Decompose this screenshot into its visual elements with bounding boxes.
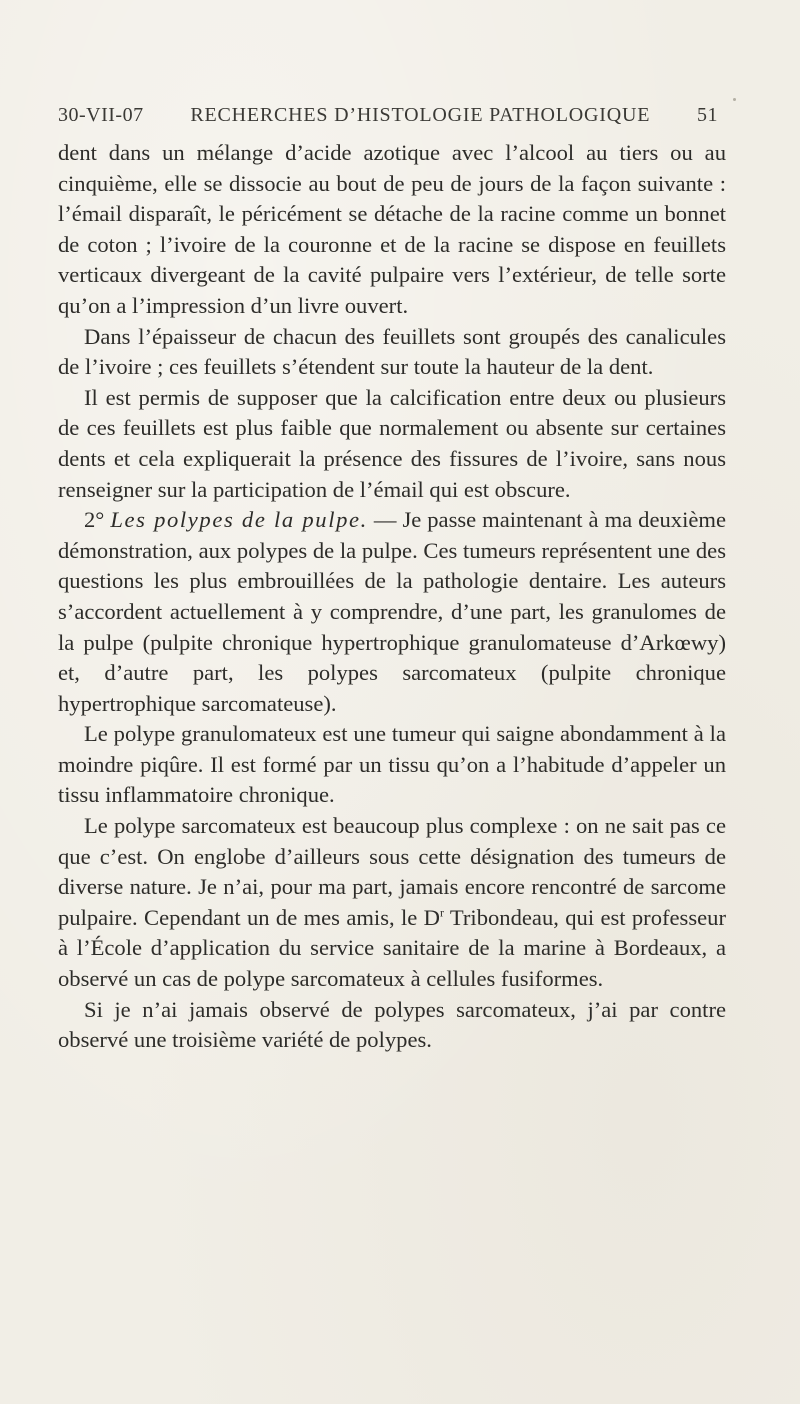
paragraph-6-text-b: Tribondeau, qui est professeur à l’École d’application du service sanitaire de la marine à Bordeaux, a observé un cas de polype sarcomateux à cellules fusiformes.	[58, 904, 726, 992]
page-body	[58, 138, 726, 1056]
paragraph-4-text: — Je passe maintenant à ma deuxième démonstration, aux polypes de la pulpe. Ces tumeurs représentent une des questions les plus embrouillées de la pathologie dentaire. Les auteurs s’accordent actuellement à y comprendre, d’une part, les granulomes de la pulpe (pulpite chronique hypertrophique granulomateuse d’Arkœwy) et, d’autre part, les polypes sarcomateux (pulpite chronique hypertrophique sarcomateuse).	[58, 507, 726, 716]
title-superscript: r	[439, 905, 444, 920]
paragraph-3: Il est permis de supposer que la calcification entre deux ou plusieurs de ces feuillets est plus faible que normalement ou absente sur certaines dents et cela expliquerait la présence des fissures de l’ivoire, sans nous renseigner sur la participation de l’émail qui est obscure.	[58, 384, 726, 502]
header-date: 30-VII-07	[58, 104, 144, 126]
paragraph-6-text-a: Le polype sarcomateux est beaucoup plus complexe : on ne sait pas ce que c’est. On englobe d’ailleurs sous cette désignation des tumeurs de diverse nature. Je n’ai, pour ma part, jamais encore rencontré de sarcome pulpaire. Cependant un de mes amis, le D	[58, 813, 726, 930]
paragraph-6	[58, 811, 726, 995]
paragraph-7: Si je n’ai jamais observé de polypes sarcomateux, j’ai par contre observé une troisième variété de polypes.	[58, 996, 726, 1053]
paragraph-1: dent dans un mélange d’acide azotique avec l’alcool au tiers ou au cinquième, elle se dissocie au bout de peu de jours de la façon suivante : l’émail disparaît, le péricément se détache de la racine comme un bonnet de coton ; l’ivoire de la couronne et de la racine se dispose en feuillets verticaux divergeant de la cavité pulpaire vers l’extérieur, de telle sorte qu’on a l’impression d’un livre ouvert.	[58, 140, 726, 318]
running-header	[58, 104, 718, 127]
section-number: 2°	[84, 507, 105, 533]
page-number: 51	[696, 104, 718, 126]
header-title: RECHERCHES D’HISTOLOGIE PATHOLOGIQUE	[190, 104, 651, 126]
paragraph-2: Dans l’épaisseur de chacun des feuillets sont groupés des canalicules de l’ivoire ; ces feuillets s’étendent sur toute la hauteur de la dent.	[58, 323, 726, 380]
paragraph-4	[58, 505, 726, 719]
paragraph-5: Le polype granulomateux est une tumeur qui saigne abondamment à la moindre piqûre. Il est formé par un tissu qu’on a l’habitude d’appeler un tissu inflammatoire chronique.	[58, 721, 726, 808]
section-heading: Les polypes de la pulpe.	[110, 507, 368, 533]
paper-speck	[733, 98, 736, 101]
